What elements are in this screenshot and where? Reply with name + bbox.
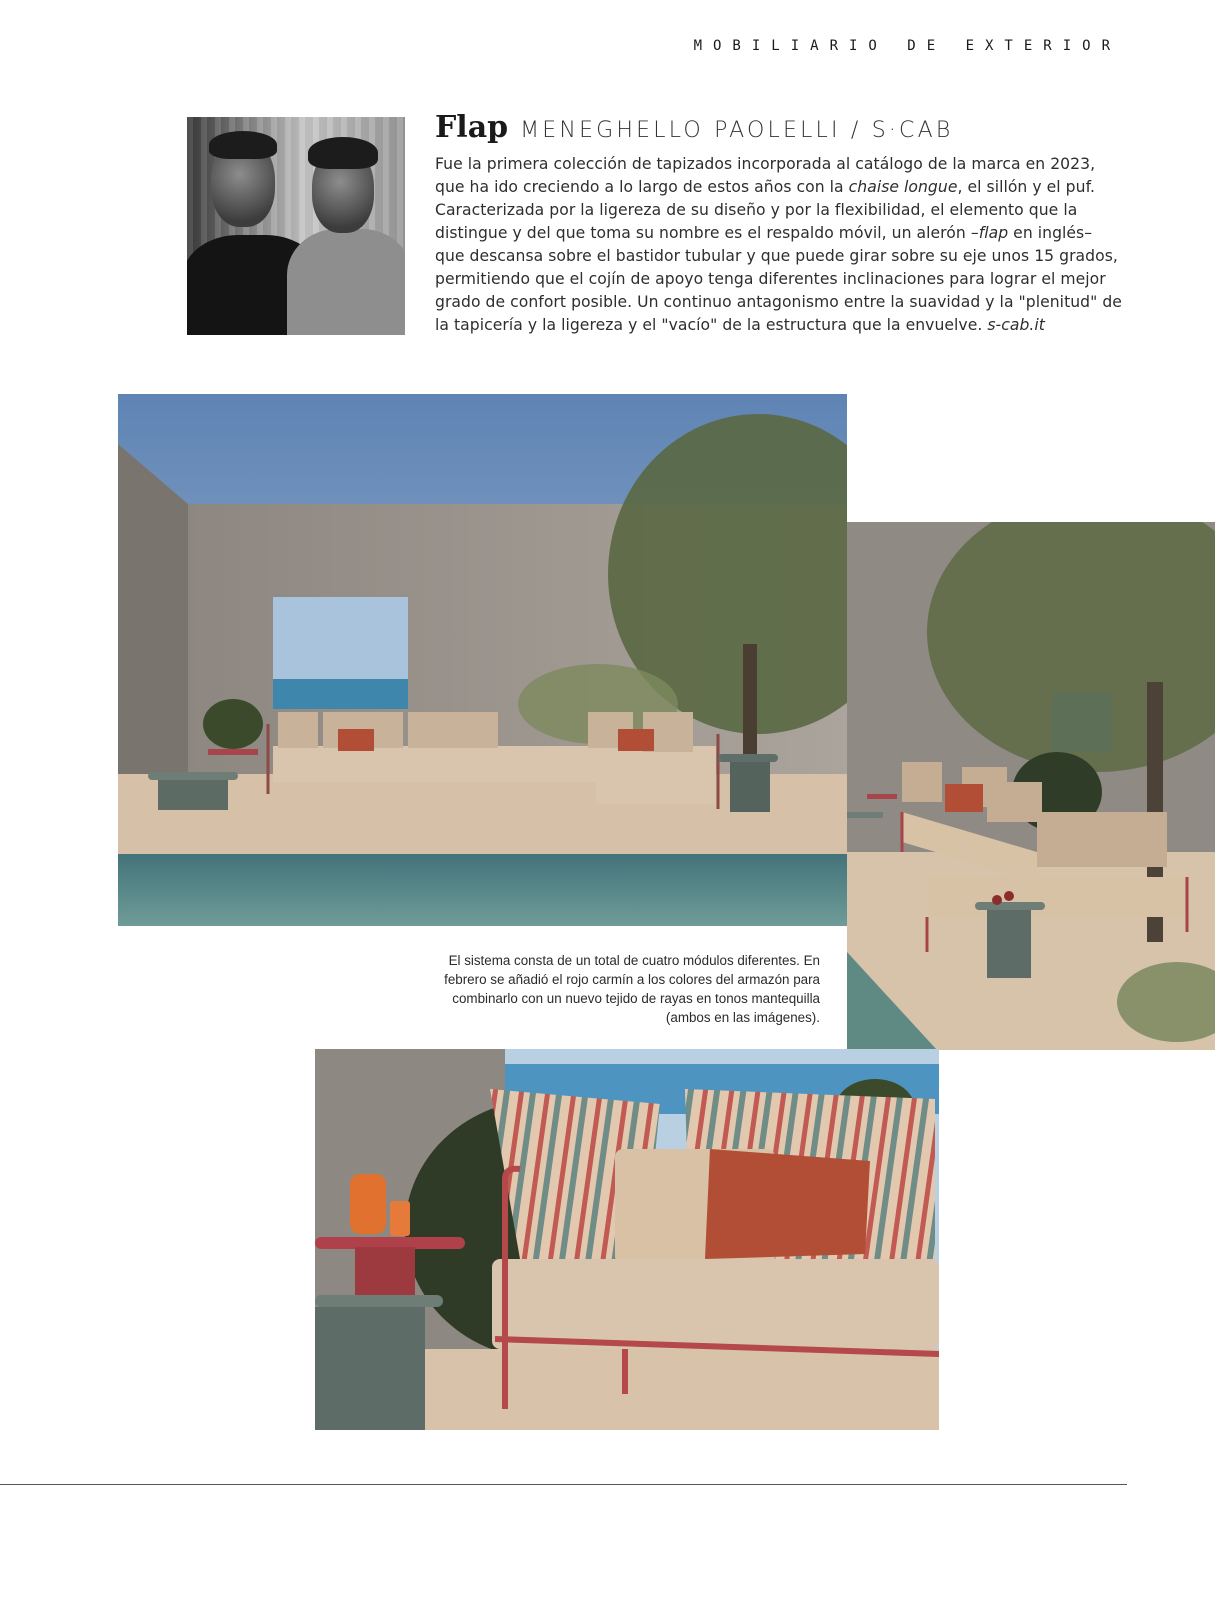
sofa-closeup-scene — [315, 1049, 939, 1430]
designer-right — [292, 117, 405, 335]
product-name: Flap — [435, 110, 509, 145]
article-title — [435, 110, 1125, 145]
article-body — [435, 153, 1125, 337]
body-italic-chaise: chaise longue — [848, 178, 958, 196]
brand-link[interactable]: s-cab.it — [987, 316, 1045, 334]
section-header: MOBILIARIO DE EXTERIOR — [693, 38, 1121, 54]
footer-rule — [0, 1484, 1127, 1485]
body-part-1: Fue la primera colección de tapizados incorporada al catálogo de la marca en 2023, que ha ido creciendo a lo largo de estos años con la — [435, 155, 1096, 196]
designers-portrait — [187, 117, 405, 335]
body-part-2: , el sillón y el puf. Caracterizada por la ligereza de su diseño y por la flexibilidad, el elemento que la distingue y del que toma su nombre es el respaldo móvil, un alerón – — [435, 178, 1095, 242]
photo-chaise-corner — [847, 522, 1215, 1050]
body-italic-flap: flap — [978, 224, 1009, 242]
designer-brand: MENEGHELLO PAOLELLI / S·CAB — [520, 118, 954, 143]
chaise-scene — [847, 522, 1215, 1050]
body-part-3: en inglés– que descansa sobre el bastidor tubular y que puede girar sobre su eje unos 15 grados, permitiendo que el cojín de apoyo tenga diferentes inclinaciones para lograr el mejor grado de confort posible. Un continuo antagonismo entre la suavidad y la "plenitud" de la tapicería y la ligereza y el "vacío" de la estructura que la envuelve. — [435, 224, 1122, 334]
terrace-scene — [118, 394, 847, 926]
photo-terrace-sectional — [118, 394, 847, 926]
article-intro — [435, 110, 1125, 337]
photo-sofa-closeup — [315, 1049, 939, 1430]
photo-caption: El sistema consta de un total de cuatro módulos diferentes. En febrero se añadió el rojo carmín a los colores del armazón para combinarlo con un nuevo tejido de rayas en tonos mantequilla (ambos en las imágenes). — [444, 953, 820, 1025]
